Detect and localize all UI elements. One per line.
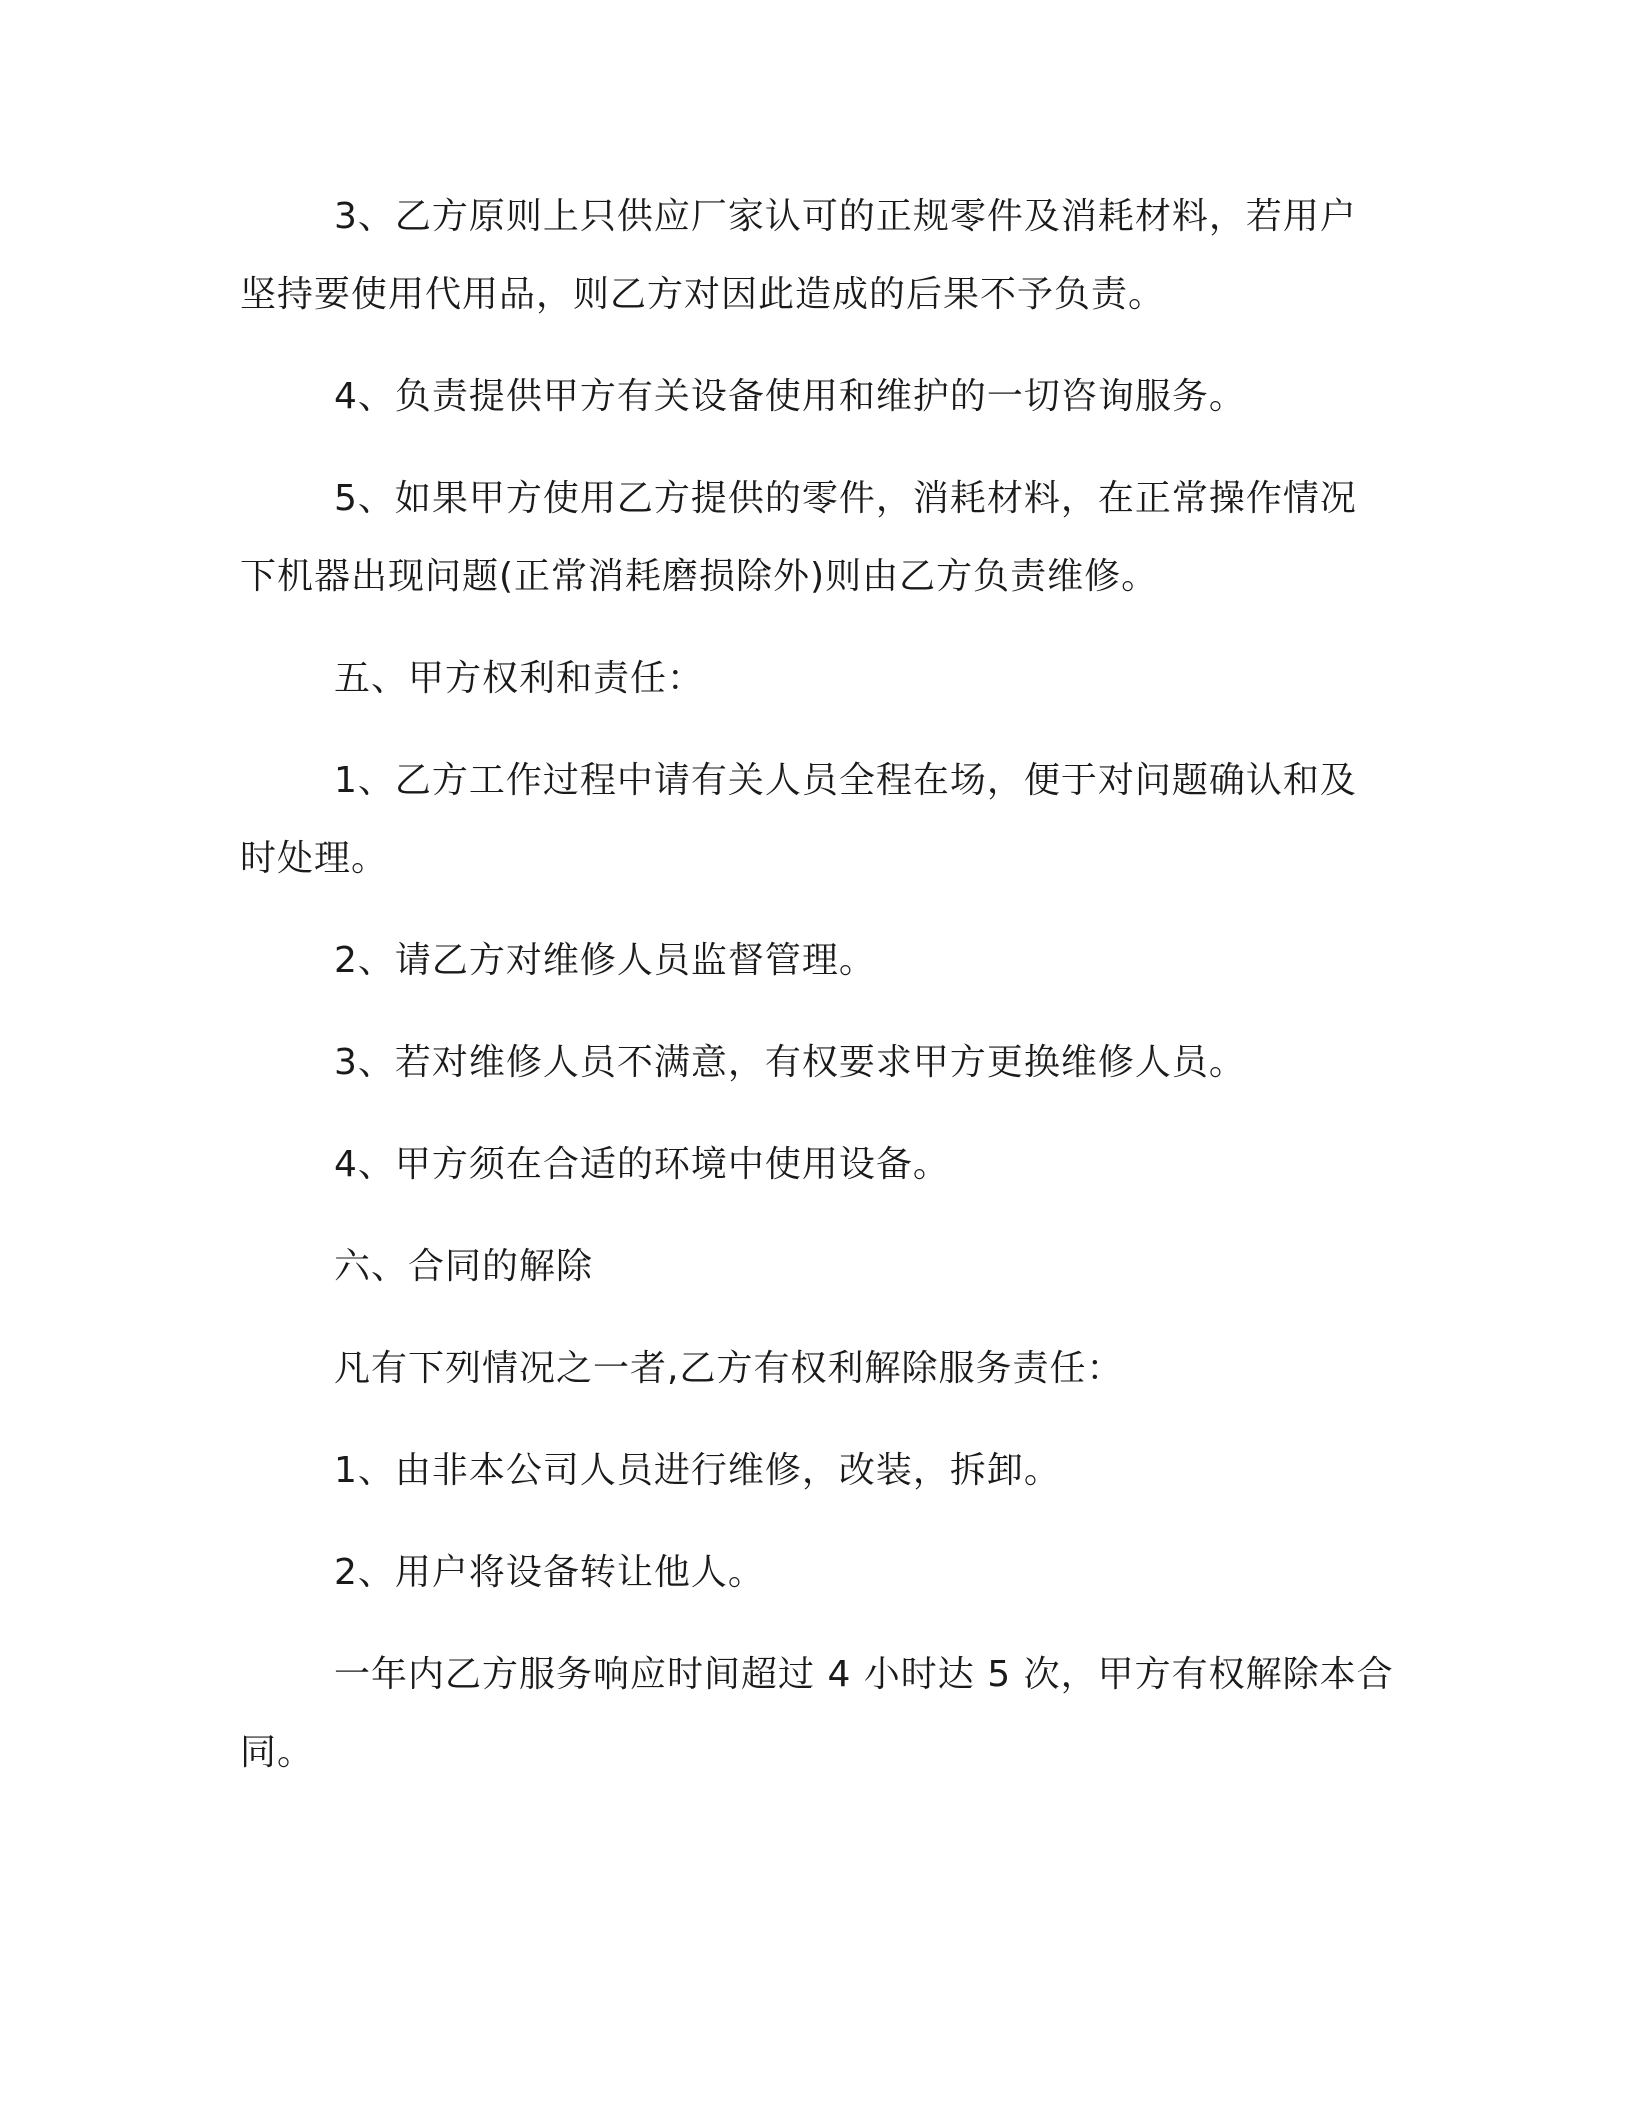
- paragraph-5-line-2: 时处理。: [240, 838, 389, 879]
- paragraph-12-line-1: 2、用户将设备转让他人。: [334, 1552, 765, 1593]
- paragraph-10-line-1: 凡有下列情况之一者,乙方有权利解除服务责任：: [334, 1348, 1124, 1389]
- paragraph-3-line-1: 5、如果甲方使用乙方提供的零件，消耗材料，在正常操作情况: [334, 478, 1357, 519]
- paragraph-8-line-1: 4、甲方须在合适的环境中使用设备。: [334, 1144, 950, 1185]
- paragraph-7-line-1: 3、若对维修人员不满意，有权要求甲方更换维修人员。: [334, 1042, 1246, 1083]
- paragraph-2-line-1: 4、负责提供甲方有关设备使用和维护的一切咨询服务。: [334, 376, 1246, 417]
- paragraph-5-line-1: 1、乙方工作过程中请有关人员全程在场，便于对问题确认和及: [334, 760, 1357, 801]
- paragraph-13-line-1: 一年内乙方服务响应时间超过 4 小时达 5 次，甲方有权解除本合: [334, 1654, 1394, 1695]
- section-heading-5: 五、甲方权利和责任：: [334, 658, 705, 699]
- paragraph-6-line-1: 2、请乙方对维修人员监督管理。: [334, 940, 876, 981]
- paragraph-13-line-2: 同。: [240, 1732, 315, 1773]
- paragraph-3-line-2: 下机器出现问题(正常消耗磨损除外)则由乙方负责维修。: [240, 556, 1159, 597]
- paragraph-1-line-2: 坚持要使用代用品，则乙方对因此造成的后果不予负责。: [240, 274, 1166, 315]
- section-heading-6: 六、合同的解除: [334, 1246, 594, 1287]
- paragraph-11-line-1: 1、由非本公司人员进行维修，改装，拆卸。: [334, 1450, 1061, 1491]
- paragraph-1-line-1: 3、乙方原则上只供应厂家认可的正规零件及消耗材料，若用户: [334, 196, 1357, 237]
